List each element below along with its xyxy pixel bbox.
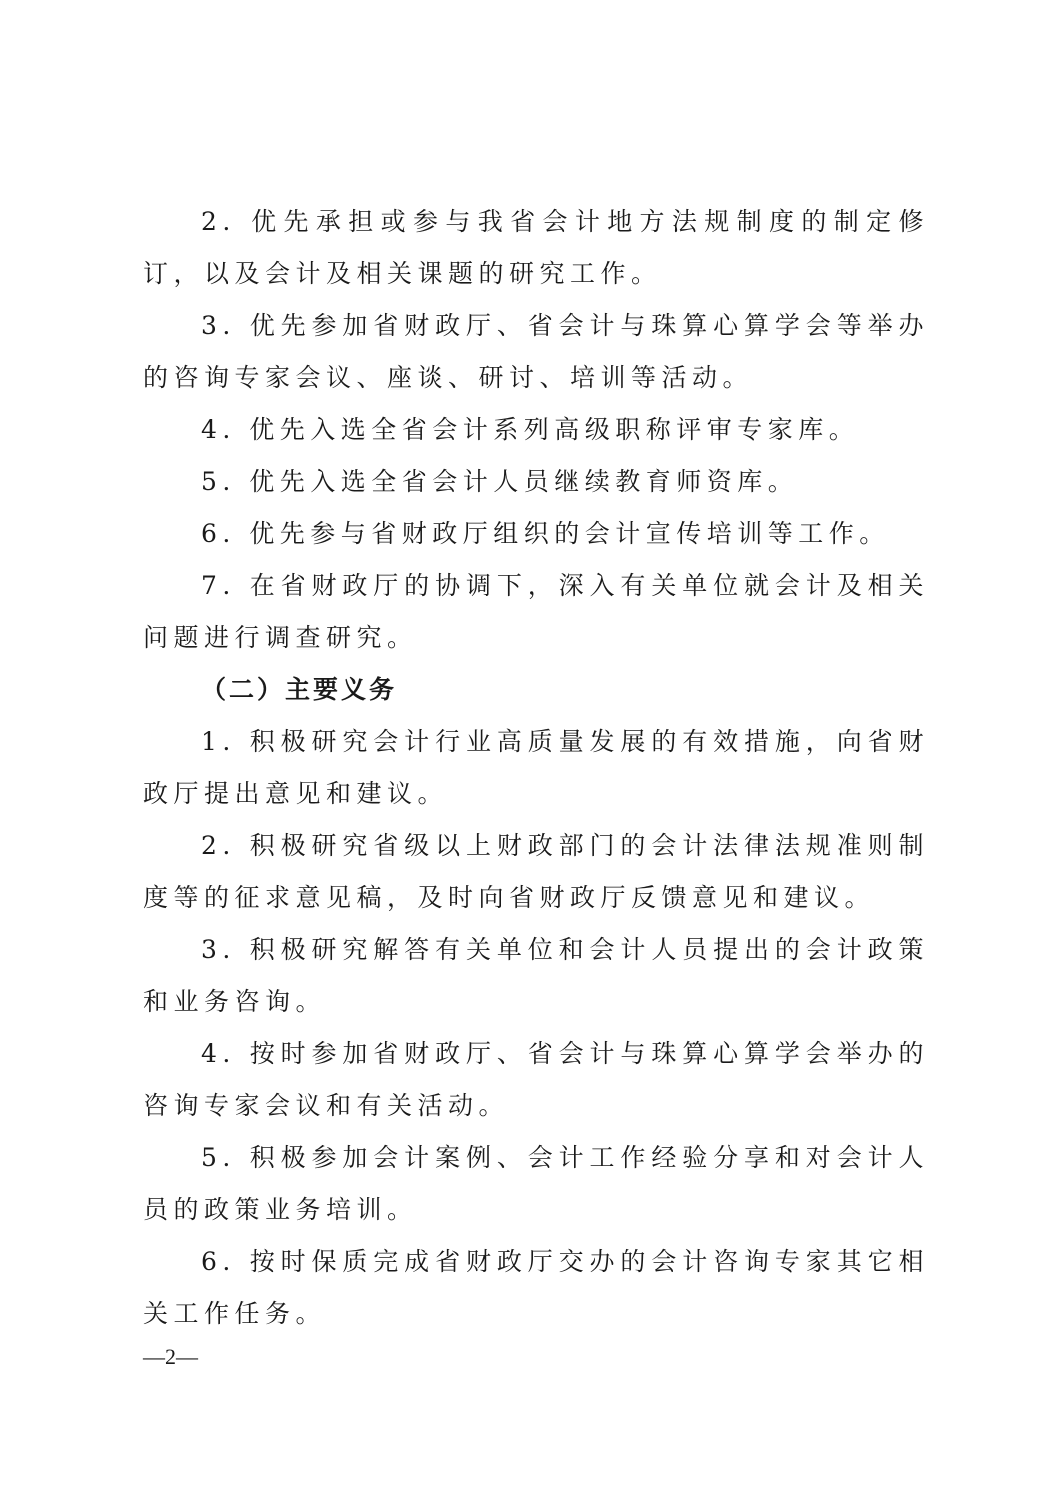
page-number: —2— [143,1344,198,1369]
paragraph-right-4: 4. 优先入选全省会计系列高级职称评审专家库。 [201,415,860,444]
paragraph-duty-3: 3. 积极研究解答有关单位和会计人员提出的会计政策和业务咨询。 [143,935,929,1016]
paragraph-right-6: 6. 优先参与省财政厅组织的会计宣传培训等工作。 [201,519,890,548]
paragraph-duty-2: 2. 积极研究省级以上财政部门的会计法律法规准则制度等的征求意见稿，及时向省财政厅反馈意见和建议。 [143,831,929,912]
paragraph-right-5: 5. 优先入选全省会计人员继续教育师资库。 [201,467,799,496]
paragraph-right-7: 7. 在省财政厅的协调下，深入有关单位就会计及相关问题进行调查研究。 [143,571,929,652]
paragraph-duty-5: 5. 积极参加会计案例、会计工作经验分享和对会计人员的政策业务培训。 [143,1143,929,1224]
paragraph-duty-4: 4. 按时参加省财政厅、省会计与珠算心算学会举办的咨询专家会议和有关活动。 [143,1039,929,1120]
paragraph-right-3: 3. 优先参加省财政厅、省会计与珠算心算学会等举办的咨询专家会议、座谈、研讨、培训等活动。 [143,311,929,392]
body-text [143,196,929,1340]
paragraph-duty-1: 1. 积极研究会计行业高质量发展的有效措施，向省财政厅提出意见和建议。 [143,727,929,808]
paragraph-duty-6: 6. 按时保质完成省财政厅交办的会计咨询专家其它相关工作任务。 [143,1247,929,1328]
paragraph-right-2: 2. 优先承担或参与我省会计地方法规制度的制定修订，以及会计及相关课题的研究工作。 [143,207,929,288]
section-heading-obligations: （二）主要义务 [201,675,398,704]
